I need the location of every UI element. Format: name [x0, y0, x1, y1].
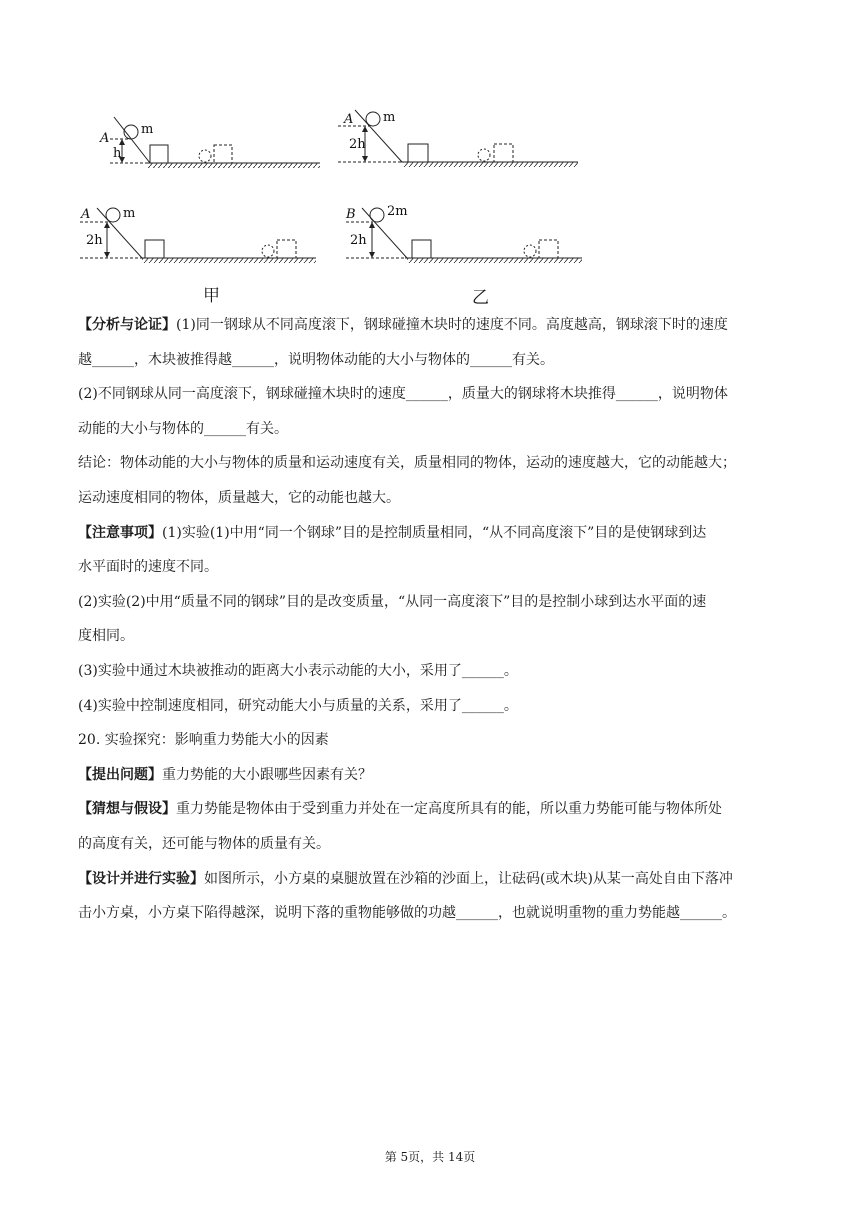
section-heading: 【猜想与假设】: [78, 801, 176, 818]
figure-4: [345, 204, 582, 263]
text-line: [78, 343, 784, 378]
line-text: 结论：物体动能的大小与物体的质量和运动速度有关，质量相同的物体，运动的速度越大，它的动能越大；: [78, 455, 736, 472]
text-line: [78, 412, 784, 447]
line-text: 20. 实验探究：影响重力势能大小的因素: [78, 732, 329, 749]
text-line: [78, 377, 784, 412]
line-text: 度相同。: [78, 628, 134, 645]
fig4-label-b: B: [346, 207, 356, 222]
fig3-label-m: m: [123, 206, 136, 221]
figure-3: [80, 206, 316, 263]
line-text: 如图所示，小方桌的桌腿放置在沙箱的沙面上，让砝码(或木块)从某一高处自由下落冲: [204, 870, 733, 887]
text-line: [78, 654, 784, 689]
section-heading: 【提出问题】: [78, 766, 162, 783]
text-line: [78, 862, 784, 897]
page-footer: 第 5页，共 14页: [384, 1150, 476, 1164]
fig2-label-h: 2h: [349, 137, 366, 152]
line-text: (1)同一钢球从不同高度滚下，钢球碰撞木块时的速度不同。高度越高，钢球滚下时的速度: [176, 317, 728, 333]
line-text: (4)实验中控制速度相同，研究动能大小与质量的关系，采用了______。: [78, 697, 518, 714]
section-heading: 【注意事项】: [78, 524, 162, 541]
experiment-figures: [70, 100, 610, 310]
line-text: 水平面时的速度不同。: [78, 559, 218, 576]
figure-1: [99, 117, 320, 168]
fig1-label-h: h: [113, 146, 122, 161]
line-text: 动能的大小与物体的______有关。: [78, 420, 288, 437]
fig4-label-h: 2h: [350, 233, 367, 248]
text-line: [78, 758, 784, 793]
fig3-label-h: 2h: [86, 233, 103, 248]
section-heading: 【分析与论证】: [78, 317, 176, 333]
section-heading: 【设计并进行实验】: [78, 870, 204, 887]
line-text: 越______，木块被推得越______，说明物体动能的大小与物体的______有关。: [78, 351, 554, 368]
line-text: (2)实验(2)中用“质量不同的钢球”目的是改变质量，“从同一高度滚下”目的是控制小球到达水平面的速: [78, 593, 707, 610]
line-text: (2)不同钢球从同一高度滚下，钢球碰撞木块时的速度______，质量大的钢球将木块推得______，说明物体: [78, 386, 728, 403]
text-line: [78, 827, 784, 862]
line-text: 重力势能是物体由于受到重力并处在一定高度所具有的能，所以重力势能可能与物体所处: [176, 801, 722, 818]
text-line: [78, 585, 784, 620]
fig1-label-a: A: [100, 131, 110, 146]
line-text: (3)实验中通过木块被推动的距离大小表示动能的大小，采用了______。: [78, 662, 518, 679]
ramp-diagrams: [70, 100, 610, 310]
body-text: [78, 308, 784, 931]
text-line: [78, 308, 784, 343]
text-line: [78, 723, 784, 758]
figure-2: [338, 110, 578, 167]
text-line: [78, 446, 784, 481]
fig2-label-a: A: [344, 112, 354, 127]
fig2-label-m: m: [383, 110, 396, 125]
text-line: [78, 689, 784, 724]
fig3-label-a: A: [81, 207, 91, 222]
caption-yi: 乙: [472, 288, 489, 308]
text-line: [78, 792, 784, 827]
line-text: 重力势能的大小跟哪些因素有关？: [162, 766, 372, 783]
text-line: [78, 550, 784, 585]
line-text: 的高度有关，还可能与物体的质量有关。: [78, 835, 330, 852]
text-line: [78, 516, 784, 551]
line-text: (1)实验(1)中用“同一个钢球”目的是控制质量相同，“从不同高度滚下”目的是使钢球到达: [162, 524, 707, 541]
fig4-label-2m: 2m: [387, 204, 408, 219]
text-line: [78, 481, 784, 516]
caption-jia: 甲: [203, 286, 220, 306]
fig1-label-m: m: [141, 122, 154, 137]
line-text: 击小方桌，小方桌下陷得越深，说明下落的重物能够做的功越______，也就说明重物的重力势能越______。: [78, 905, 736, 922]
text-line: [78, 896, 784, 931]
text-line: [78, 619, 784, 654]
line-text: 运动速度相同的物体，质量越大，它的动能也越大。: [78, 489, 400, 506]
